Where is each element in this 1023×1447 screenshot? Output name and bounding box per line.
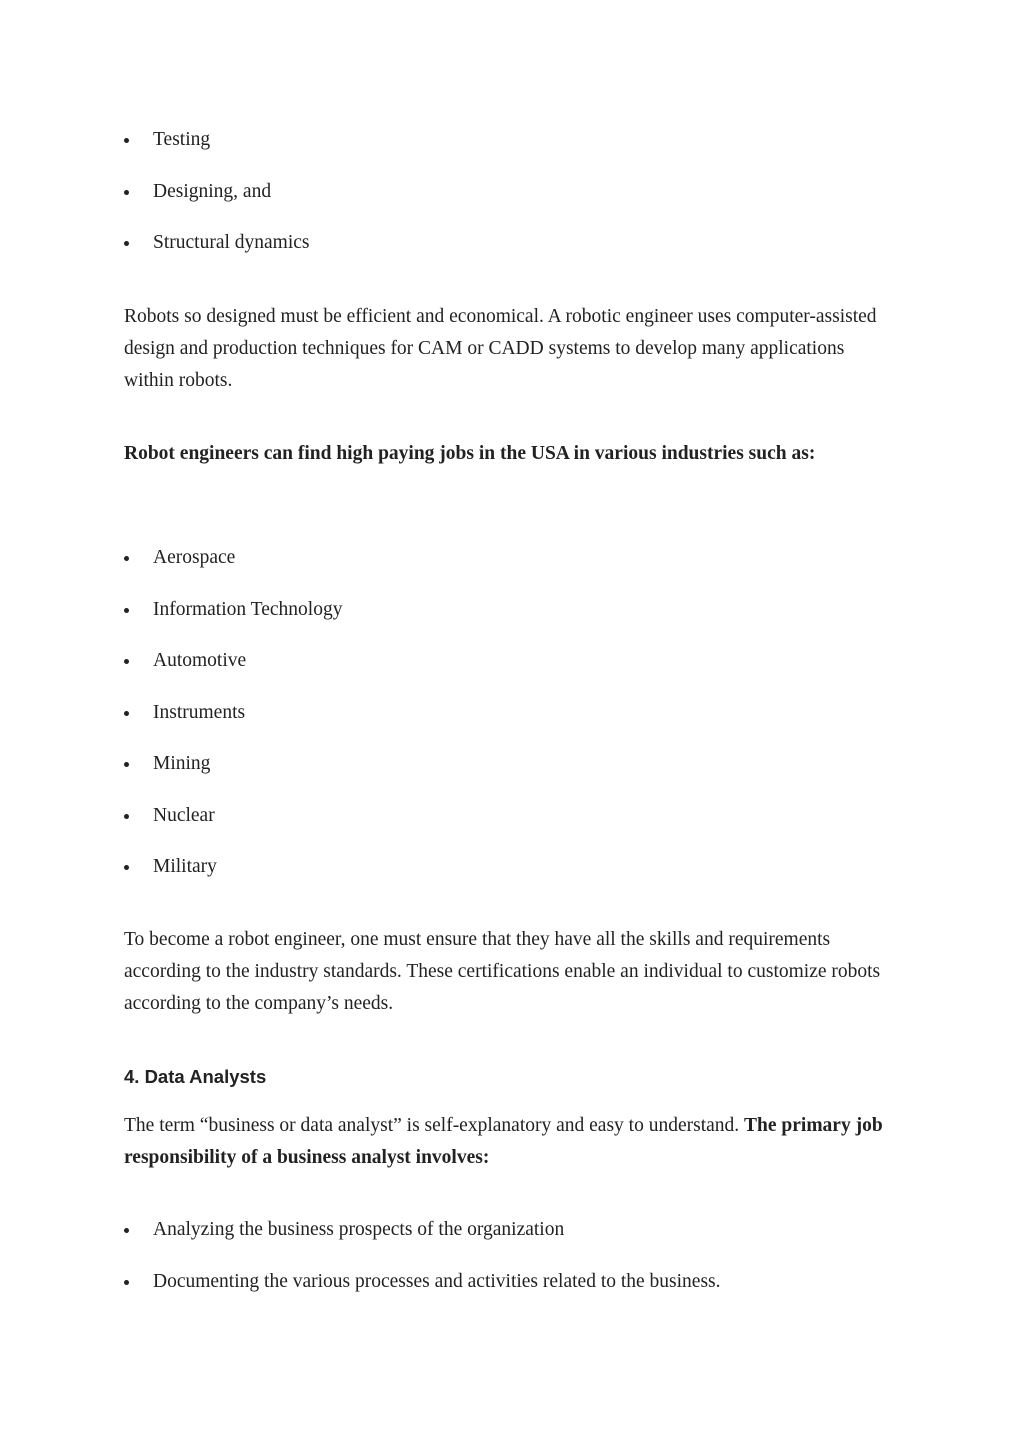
skills-list (124, 128, 310, 283)
bullet-icon (124, 659, 129, 664)
section-heading: 4. Data Analysts (124, 1066, 267, 1087)
industries-heading-paragraph: Robot engineers can find high paying jobs in the USA in various industries such as: (124, 443, 816, 464)
bullet-icon (124, 241, 129, 246)
intro-bold-text: The primary job responsibility of a business analyst involves: (124, 1115, 883, 1168)
bullet-icon (124, 1228, 129, 1233)
list-item-text: Analyzing the business prospects of the organization (153, 1219, 565, 1240)
list-item (124, 598, 342, 650)
list-item (124, 1270, 721, 1322)
list-item-text: Aerospace (153, 547, 236, 568)
list-item (124, 180, 310, 232)
bullet-icon (124, 814, 129, 819)
list-item-text: Automotive (153, 650, 247, 671)
list-item (124, 855, 342, 907)
analyst-duties-list (124, 1218, 721, 1321)
list-item (124, 804, 342, 856)
list-item-text: Documenting the various processes and activities related to the business. (153, 1270, 721, 1292)
list-item-text: Structural dynamics (153, 232, 310, 253)
list-item-text: Nuclear (153, 804, 215, 826)
list-item-text: Designing, and (153, 180, 272, 202)
list-item (124, 752, 342, 804)
list-item (124, 1218, 721, 1270)
data-analyst-intro-paragraph (124, 1110, 894, 1174)
bullet-icon (124, 608, 129, 613)
bullet-icon (124, 556, 129, 561)
list-item (124, 546, 342, 598)
list-item-text: Information Technology (153, 598, 343, 620)
list-item (124, 128, 310, 180)
bullet-icon (124, 138, 129, 143)
bullet-icon (124, 865, 129, 870)
industries-list (124, 546, 342, 907)
intro-text: The term “business or data analyst” is self-explanatory and easy to understand. (124, 1115, 745, 1136)
bullet-icon (124, 190, 129, 195)
bullet-icon (124, 711, 129, 716)
list-item-text: Instruments (153, 701, 246, 723)
list-item-text: Testing (153, 129, 211, 150)
list-item (124, 231, 310, 283)
bullet-icon (124, 1280, 129, 1285)
become-engineer-paragraph: To become a robot engineer, one must ensure that they have all the skills and requirements according to the industry standards. These certifications enable an individual to customize robots according to the company’s needs. (124, 929, 881, 1014)
list-item (124, 649, 342, 701)
bullet-icon (124, 762, 129, 767)
list-item-text: Mining (153, 753, 211, 774)
list-item (124, 701, 342, 753)
robots-paragraph: Robots so designed must be efficient and economical. A robotic engineer uses computer-assisted design and production techniques for CAM or CADD systems to develop many applications within robots. (124, 306, 877, 391)
list-item-text: Military (153, 856, 217, 877)
